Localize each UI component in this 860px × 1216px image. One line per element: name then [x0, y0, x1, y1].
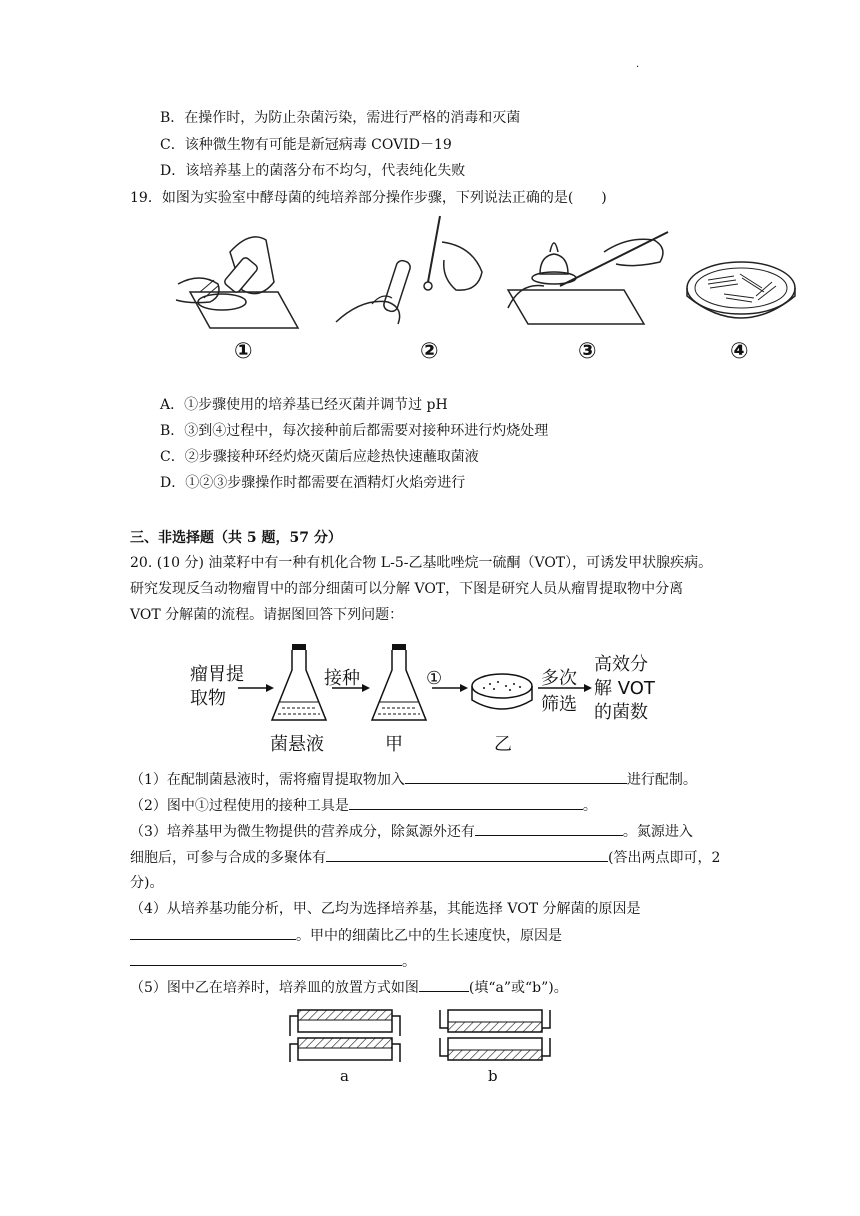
flow-arrow-label-screen-2: 筛选 — [541, 694, 577, 715]
section-title: 三、非选择题（共 5 题，57 分） — [130, 530, 342, 546]
q20-sub1-text: （1）在配制菌悬液时，需将瘤胃提取物加入 — [130, 772, 405, 788]
q18-option-c: C．该种微生物有可能是新冠病毒 COVID－19 — [160, 137, 452, 153]
q20-sub3-text-2: 细胞后，可参与合成的多聚体有 — [130, 850, 326, 866]
q20-sub3-text: （3）培养基甲为微生物提供的营养成分，除氮源外还有 — [130, 824, 475, 840]
flow-label-yi: 乙 — [494, 734, 512, 755]
flow-label-suspension: 菌悬液 — [270, 734, 324, 755]
q20-sub3-blank-2[interactable] — [326, 847, 608, 862]
flask-jia — [372, 644, 426, 720]
q19-option-d: D．①②③步骤操作时都需要在酒精灯火焰旁进行 — [160, 475, 466, 491]
step2-inoculating-loop-figure — [332, 212, 502, 334]
step-label-1: ① — [234, 339, 253, 364]
q20-sub2-blank[interactable] — [349, 795, 583, 810]
q20-sub4-line-2 — [130, 925, 562, 946]
step-label-3: ③ — [578, 339, 597, 364]
q19-option-a: A．①步骤使用的培养基已经灭菌并调节过 pH — [160, 397, 448, 413]
q20-sub2 — [130, 795, 597, 816]
flow-label-jia: 甲 — [385, 734, 403, 755]
q20-sub3-line-3: 分)。 — [130, 875, 164, 891]
q20-stem-line-1: 20. (10 分) 油菜籽中有一种有机化合物 L-5-乙基吡唑烷一硫酮（VOT），可诱发甲状腺疾病。 — [130, 555, 713, 571]
q19-stem: 19．如图为实验室中酵母菌的纯培养部分操作步骤，下列说法正确的是( ) — [130, 190, 607, 206]
petri-dish-yi — [472, 674, 532, 709]
q20-stem-line-3: VOT 分解菌的流程。请据图回答下列问题： — [130, 607, 404, 623]
q18-option-d: D．该培养基上的菌落分布不均匀，代表纯化失败 — [160, 163, 466, 179]
q20-sub3-tail: 。氮源进入 — [622, 824, 693, 840]
q19-option-b: B．③到④过程中，每次接种前后都需要对接种环进行灼烧处理 — [160, 423, 549, 439]
flow-result-line-1: 高效分 — [594, 654, 648, 675]
flow-source-line-2: 取物 — [190, 688, 226, 709]
flow-source-line-1: 瘤胃提 — [190, 664, 244, 685]
q20-sub3-blank-1[interactable] — [475, 821, 623, 836]
step-label-2: ② — [420, 339, 439, 364]
step4-streaked-plate-figure — [684, 258, 798, 326]
q20-sub4-blank-2[interactable] — [130, 951, 402, 966]
q20-sub1 — [130, 769, 697, 790]
dish-label-b: b — [488, 1067, 498, 1085]
q20-sub3-line-1 — [130, 821, 693, 842]
q20-sub1-tail: 进行配制。 — [626, 772, 697, 788]
flow-result-line-3: 的菌数 — [594, 702, 648, 723]
q20-sub5-text: （5）图中乙在培养时，培养皿的放置方式如图 — [130, 980, 419, 996]
q20-sub4-text-2: 。甲中的细菌比乙中的生长速度快，原因是 — [296, 928, 562, 944]
q20-sub4-tail: 。 — [402, 954, 416, 970]
flow-arrow-label-inoculate: 接种 — [324, 668, 360, 689]
step-label-4: ④ — [730, 339, 749, 364]
q20-sub5-tail: (填“a”或“b”)。 — [468, 980, 568, 996]
dish-placement-b-figure — [436, 1008, 554, 1064]
step1-pour-plate-figure — [170, 222, 310, 334]
q20-sub1-blank[interactable] — [405, 769, 627, 784]
flow-arrow-label-screen-1: 多次 — [541, 668, 577, 689]
q20-stem-line-2: 研究发现反刍动物瘤胃中的部分细菌可以分解 VOT，下图是研究人员从瘤胃提取物中分离 — [130, 581, 684, 597]
q20-sub3-note: (答出两点即可，2 — [608, 850, 721, 866]
flask-bacterial-suspension — [272, 644, 326, 720]
header-dot: · — [636, 62, 640, 73]
q20-sub3-line-2 — [130, 847, 720, 868]
q20-sub4-blank-1[interactable] — [130, 925, 296, 940]
flow-result-line-2: 解 VOT — [594, 678, 655, 699]
q20-sub4-line-1: （4）从培养基功能分析，甲、乙均为选择培养基，其能选择 VOT 分解菌的原因是 — [130, 901, 641, 917]
q20-sub2-tail: 。 — [582, 798, 597, 814]
flow-arrow-label-step1: ① — [426, 668, 443, 689]
q20-sub5-blank[interactable] — [419, 977, 469, 992]
q20-sub4-line-3 — [130, 951, 416, 972]
q20-sub5 — [130, 977, 568, 998]
q19-option-c: C．②步骤接种环经灼烧灭菌后应趁热快速蘸取菌液 — [160, 449, 479, 465]
step3-streak-near-flame-figure — [504, 212, 674, 334]
q20-sub2-text: （2）图中①过程使用的接种工具是 — [130, 798, 349, 814]
q18-option-b: B．在操作时，为防止杂菌污染，需进行严格的消毒和灭菌 — [160, 110, 521, 126]
dish-placement-a-figure — [286, 1008, 404, 1064]
dish-label-a: a — [340, 1067, 349, 1085]
